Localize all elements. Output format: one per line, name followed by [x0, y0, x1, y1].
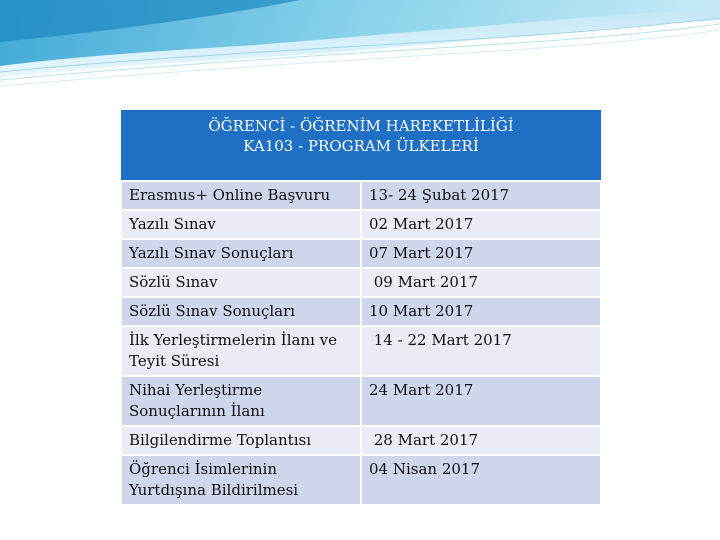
schedule-table-container — [120, 110, 600, 506]
event-cell: Sözlü Sınav — [121, 268, 361, 297]
event-cell: Yazılı Sınav — [121, 210, 361, 239]
table-row — [121, 268, 601, 297]
table-row — [121, 455, 601, 505]
date-cell: 04 Nisan 2017 — [361, 455, 601, 505]
date-cell: 13- 24 Şubat 2017 — [361, 181, 601, 210]
event-cell: Yazılı Sınav Sonuçları — [121, 239, 361, 268]
table-row — [121, 426, 601, 455]
event-cell: Sözlü Sınav Sonuçları — [121, 297, 361, 326]
schedule-table — [120, 110, 602, 506]
table-row — [121, 239, 601, 268]
date-cell: 07 Mart 2017 — [361, 239, 601, 268]
event-cell: Erasmus+ Online Başvuru — [121, 181, 361, 210]
date-cell: 09 Mart 2017 — [361, 268, 601, 297]
table-row — [121, 376, 601, 426]
event-cell: Bilgilendirme Toplantısı — [121, 426, 361, 455]
date-cell: 14 - 22 Mart 2017 — [361, 326, 601, 376]
date-cell: 24 Mart 2017 — [361, 376, 601, 426]
table-header-row — [121, 110, 601, 181]
date-cell: 28 Mart 2017 — [361, 426, 601, 455]
date-cell: 02 Mart 2017 — [361, 210, 601, 239]
table-row — [121, 181, 601, 210]
event-cell: Öğrenci İsimlerinin Yurtdışına Bildirilmesi — [121, 455, 361, 505]
event-cell: Nihai Yerleştirme Sonuçlarının İlanı — [121, 376, 361, 426]
header-title-line2: KA103 - PROGRAM ÜLKELERİ — [243, 137, 479, 155]
table-row — [121, 297, 601, 326]
event-cell: İlk Yerleştirmelerin İlanı ve Teyit Süresi — [121, 326, 361, 376]
table-row — [121, 326, 601, 376]
header-wave-decoration — [0, 0, 720, 110]
table-row — [121, 210, 601, 239]
header-title-line1: ÖĞRENCİ - ÖĞRENİM HAREKETLİLİĞİ — [208, 117, 514, 135]
table-header — [121, 110, 601, 181]
date-cell: 10 Mart 2017 — [361, 297, 601, 326]
